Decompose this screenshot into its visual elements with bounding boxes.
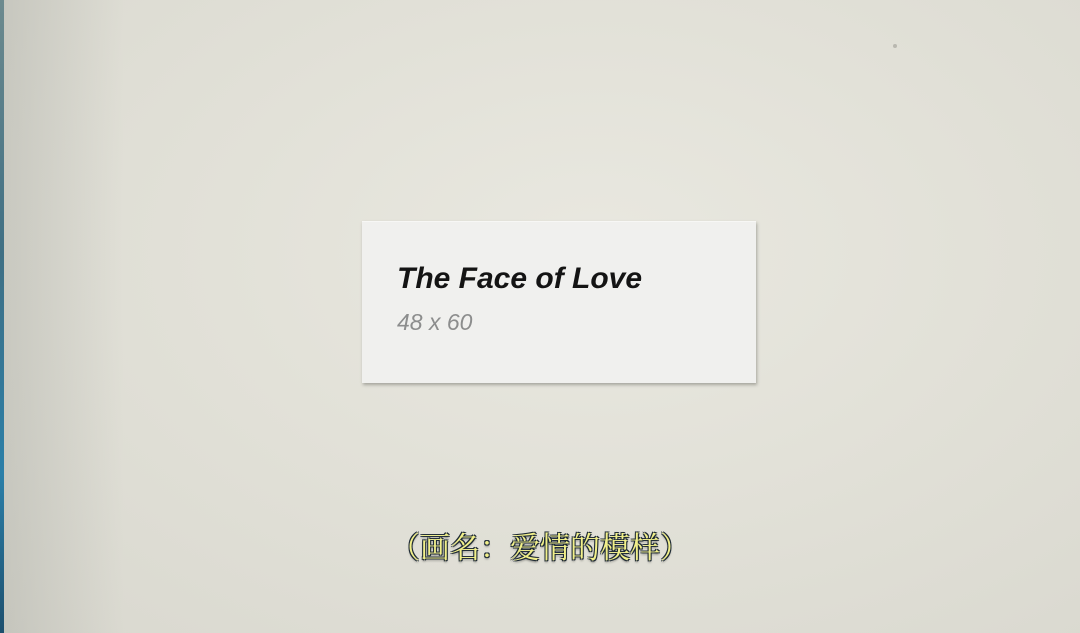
wall-speck	[893, 44, 897, 48]
artwork-title: The Face of Love	[397, 262, 643, 295]
artwork-label-card	[362, 221, 756, 383]
video-subtitle: （画名：爱情的模样）	[390, 531, 690, 566]
artwork-dimensions: 48 x 60	[397, 309, 473, 335]
